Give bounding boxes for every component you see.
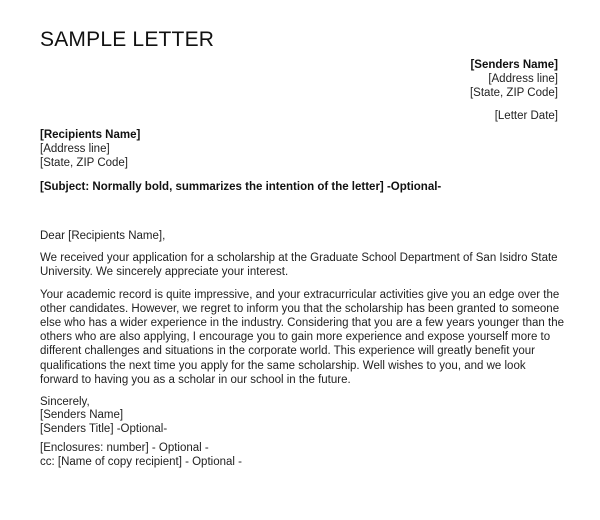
signature-name: [Senders Name] [40, 409, 124, 421]
closing: Sincerely, [40, 396, 90, 409]
enclosures-line: [Enclosures: number] - Optional - [40, 442, 209, 454]
enclosures-block [40, 441, 242, 469]
cc-line: cc: [Name of copy recipient] - Optional - [40, 456, 242, 468]
signature-title: [Senders Title] -Optional- [40, 423, 168, 435]
sender-address-line: [Address line] [488, 73, 558, 85]
signature-block [40, 408, 167, 436]
letter-body [40, 229, 565, 417]
body-paragraph-2: Your academic record is quite impressive, and your extracurricular activities give you an edge over the other candidates. However, we regret to inform you that the scholarship has been granted to someone else who has a wider experience in the industry. Considering that you are a few years younger than the others who are also applying, I encourage you to gain more experience and expose yourself more to different challenges and situations in the corporate world. This experience will greatly benefit your qualifications the next time you apply for the same scholarship. Well wishes to you, and we look forward to having you as a scholar in our school in the future. [40, 288, 564, 386]
sender-block [470, 58, 558, 100]
letter-date: [Letter Date] [494, 110, 558, 122]
subject-line: [Subject: Normally bold, summarizes the intention of the letter] -Optional- [40, 181, 442, 193]
salutation: Dear [Recipients Name], [40, 230, 166, 242]
sender-name: [Senders Name] [470, 59, 558, 71]
sender-state-zip: [State, ZIP Code] [469, 87, 558, 99]
body-paragraph-1: We received your application for a scholarship at the Graduate School Department of San Isidro State University. We sincerely appreciate your interest. [40, 252, 558, 279]
recipient-block [40, 128, 140, 170]
recipient-name: [Recipients Name] [40, 129, 141, 141]
document-title: SAMPLE LETTER [40, 28, 215, 51]
recipient-address-line: [Address line] [40, 143, 110, 155]
recipient-state-zip: [State, ZIP Code] [40, 157, 129, 169]
